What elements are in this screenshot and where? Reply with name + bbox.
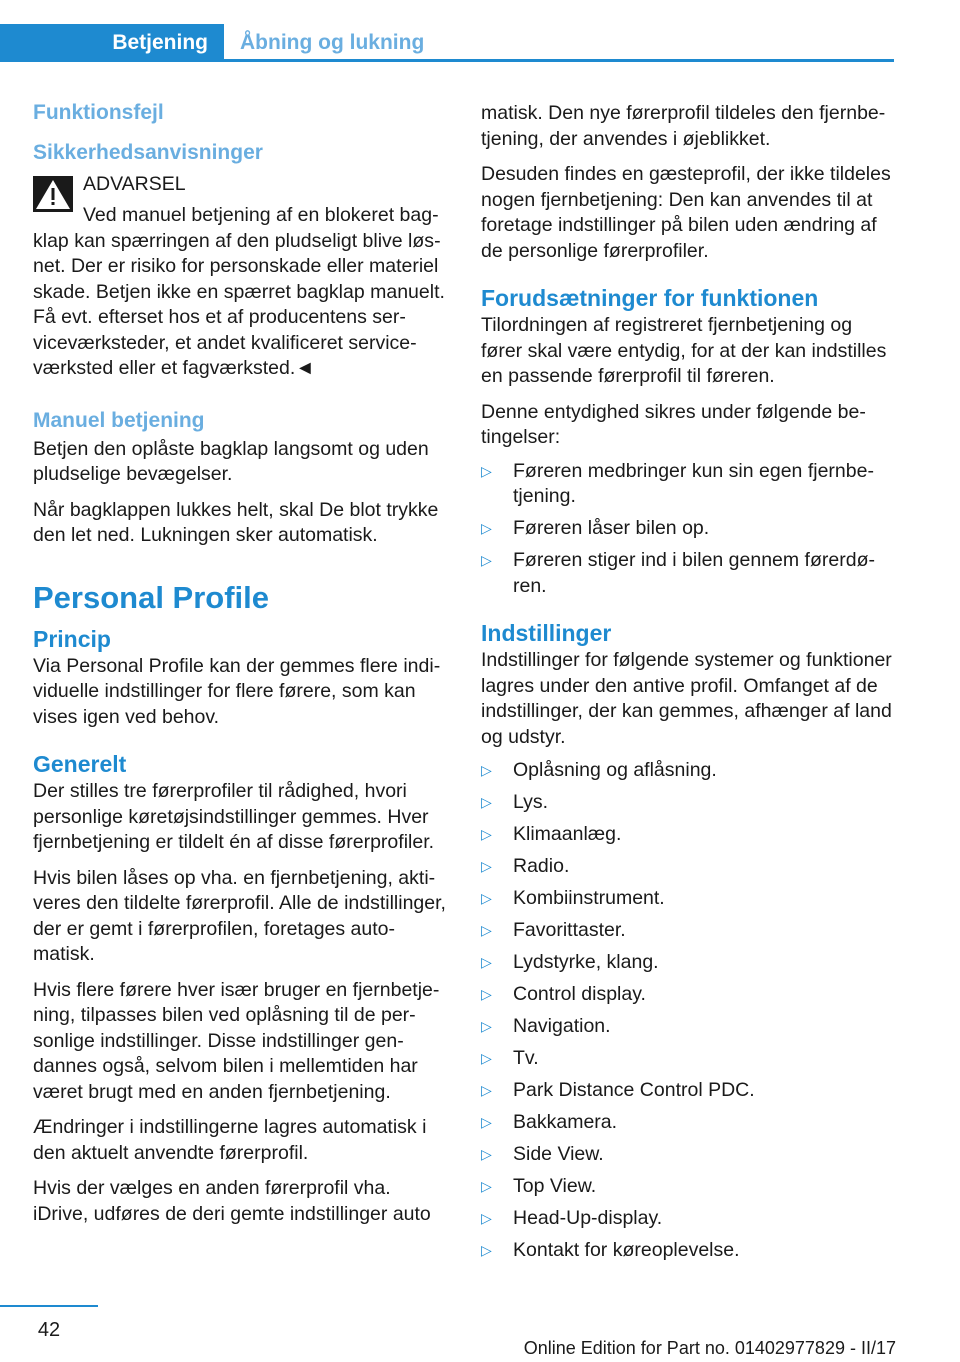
triangle-bullet-icon: ▷ (481, 1050, 492, 1066)
paragraph-generelt-5: Hvis der vælges en anden førerprofil vha. iDrive, udføres de deri gemte indstillinger auto (33, 1177, 431, 1225)
list-item: ▷ Favorittaster. (481, 918, 893, 944)
triangle-bullet-icon: ▷ (481, 552, 492, 568)
list-item: ▷ Top View. (481, 1174, 893, 1200)
chapter-title: Personal Profile (33, 579, 270, 615)
warning-text: Ved manuel betjening af en blokeret bagklap kan spærringen af den pludseligt blive løsnet. Der er risiko for personskade eller materiel skade. Betjen ikke en spærret bagklap manuelt. Få evt. efterset hos et af producentens serviceværksteder, et andet kvalificeret serviceværksted eller et fagværksted.◄ (33, 204, 445, 379)
warning-block (33, 172, 447, 382)
list-item: ▷ Bakkamera. (481, 1110, 893, 1136)
list-item: ▷ Kontakt for køreoplevelse. (481, 1238, 893, 1264)
list-item: ▷ Føreren låser bilen op. (481, 516, 893, 542)
triangle-bullet-icon: ▷ (481, 1210, 492, 1226)
paragraph-forud-2: Denne entydighed sikres under følgende betingelser: (481, 400, 866, 448)
list-item: ▷ Føreren medbringer kun sin egen fjernbetjening. (481, 459, 874, 507)
paragraph-manuel-2: Når bagklappen lukkes helt, skal De blot trykke den let ned. Lukningen sker automatisk. (33, 498, 439, 546)
paragraph-generelt-3: Hvis flere førere hver især bruger en fjernbetjening, tilpasses bilen ved oplåsning til de personlige indstillinger. Disse indstillinger gendannes også, selvom bilen i mellemtiden har været brugt med en anden fjernbetjening. (33, 978, 440, 1103)
list-item: ▷ Tv. (481, 1046, 893, 1072)
triangle-bullet-icon: ▷ (481, 520, 492, 536)
list-item: ▷ Føreren stiger ind i bilen gennem førerdøren. (481, 549, 875, 597)
paragraph-princip: Via Personal Profile kan der gemmes flere individuelle indstillinger for flere førere, som kan vises igen ved behov. (33, 654, 441, 728)
heading-forudsaetninger: Forudsætninger for funktionen (481, 285, 819, 311)
triangle-bullet-icon: ▷ (481, 1082, 492, 1098)
triangle-bullet-icon: ▷ (481, 1146, 492, 1162)
paragraph-generelt-2: Hvis bilen låses op vha. en fjernbetjening, aktiveres den tildelte førerprofil. Alle de indstillinger, der er gemt i førerprofilen, foretages automatisk. (33, 866, 446, 965)
heading-generelt: Generelt (33, 751, 127, 777)
edition-note: Online Edition for Part no. 01402977829 - II/17 (523, 1338, 896, 1358)
paragraph-forud-1: Tilordningen af registreret fjernbetjening og fører skal være entydig, for at der kan indstilles en passende førerprofil til føreren. (481, 314, 887, 387)
conditions-list (481, 459, 893, 600)
paragraph-indstillinger: Indstillinger for følgende systemer og funktioner lagres under den antive profil. Omfanget af de indstillinger, der kan gemmes, afhænger af land og udstyr. (481, 649, 892, 748)
tab-aabning-og-lukning[interactable]: Åbning og lukning (240, 31, 425, 54)
triangle-bullet-icon: ▷ (481, 1018, 492, 1034)
heading-manuel-betjening: Manuel betjening (33, 408, 205, 432)
triangle-bullet-icon: ▷ (481, 890, 492, 906)
heading-funktionsfejl: Funktionsfejl (33, 101, 164, 124)
triangle-bullet-icon: ▷ (481, 794, 492, 810)
header-bar (0, 24, 894, 62)
triangle-bullet-icon: ▷ (481, 826, 492, 842)
footer-rule (0, 1305, 98, 1307)
paragraph-manuel-1: Betjen den oplåste bagklap langsomt og uden pludselige bevægelser. (33, 437, 429, 485)
triangle-bullet-icon: ▷ (481, 462, 492, 479)
list-item: ▷ Kombiinstrument. (481, 886, 893, 912)
list-item: ▷ Lys. (481, 790, 893, 816)
triangle-bullet-icon: ▷ (481, 922, 492, 938)
triangle-bullet-icon: ▷ (481, 1178, 492, 1194)
list-item: ▷ Oplåsning og aflåsning. (481, 758, 893, 784)
triangle-bullet-icon: ▷ (481, 1242, 492, 1258)
list-item: ▷ Head-Up-display. (481, 1206, 893, 1232)
paragraph-guest-profile: Desuden findes en gæsteprofil, der ikke tildeles nogen fjernbetjening: Den kan anvendes til at foretage indstillinger på bilen uden ændring af de personlige førerprofiler. (481, 163, 891, 262)
triangle-bullet-icon: ▷ (481, 986, 492, 1002)
right-column (481, 101, 893, 1274)
list-item: ▷ Radio. (481, 854, 893, 880)
heading-princip: Princip (33, 625, 111, 652)
paragraph-generelt-4: Ændringer i indstillingerne lagres automatisk i den aktuelt anvendte førerprofil. (33, 1116, 427, 1164)
settings-list (481, 758, 893, 1264)
list-item: ▷ Navigation. (481, 1014, 893, 1040)
page-number: 42 (37, 1319, 61, 1341)
list-item: ▷ Control display. (481, 982, 893, 1008)
triangle-bullet-icon: ▷ (481, 762, 492, 778)
paragraph-generelt-1: Der stilles tre førerprofiler til rådighed, hvori personlige køretøjsindstillinger gemmes. Hver fjernbetjening er tildelt én af disse førerprofiler. (33, 780, 435, 853)
left-column (33, 100, 447, 1237)
warning-triangle-icon (33, 176, 73, 212)
paragraph-continued: matisk. Den nye førerprofil tildeles den fjernbetjening, der anvendes i øjeblikket. (481, 102, 886, 150)
list-item: ▷ Lydstyrke, klang. (481, 950, 893, 976)
list-item: ▷ Side View. (481, 1142, 893, 1168)
warning-title: ADVARSEL (83, 173, 186, 195)
heading-indstillinger: Indstillinger (481, 620, 612, 646)
tab-betjening[interactable]: Betjening (0, 24, 224, 62)
heading-sikkerhedsanvisninger: Sikkerhedsanvisninger (33, 141, 263, 164)
list-item: ▷ Park Distance Control PDC. (481, 1078, 893, 1104)
triangle-bullet-icon: ▷ (481, 1114, 492, 1130)
triangle-bullet-icon: ▷ (481, 858, 492, 874)
list-item: ▷ Klimaanlæg. (481, 822, 893, 848)
header-rule (0, 59, 894, 62)
triangle-bullet-icon: ▷ (481, 954, 492, 970)
